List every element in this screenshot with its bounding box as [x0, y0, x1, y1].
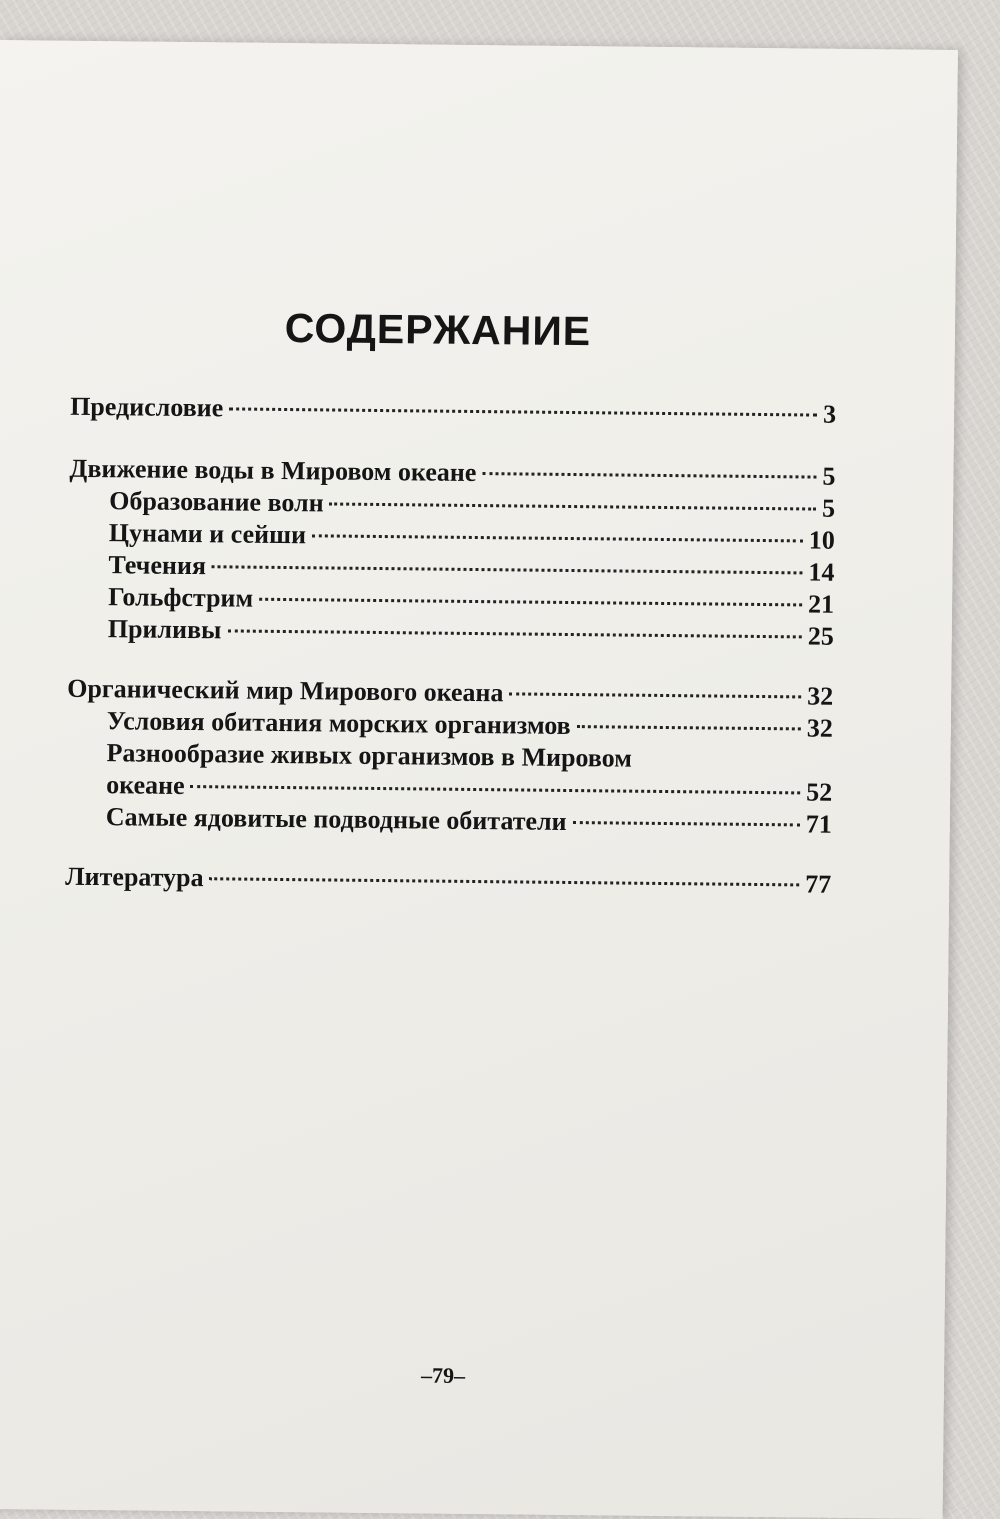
toc-entry-title: Образование волн [109, 486, 324, 518]
toc-entry-title: Гольфстрим [108, 582, 254, 613]
dot-leader [212, 565, 803, 574]
toc-entry-title: Движение воды в Мировом океане [69, 453, 477, 488]
toc-entry-page: 32 [806, 713, 833, 743]
toc-entry-page: 3 [822, 399, 837, 429]
toc-entry-title: Предисловие [70, 391, 224, 423]
toc-entry-page: 5 [821, 493, 836, 523]
toc-entry-page: 14 [808, 557, 835, 587]
toc-entry-page: 52 [806, 777, 833, 807]
toc-entry-page: 71 [805, 809, 832, 839]
dot-leader [210, 877, 800, 886]
toc-entry-page: 21 [807, 589, 835, 619]
dot-leader [509, 692, 801, 698]
dot-leader [191, 785, 801, 794]
toc-entry-title: Органический мир Мирового океана [67, 673, 504, 708]
dot-leader [259, 598, 802, 607]
table-of-contents [65, 391, 836, 901]
dot-leader [482, 472, 816, 478]
toc-entry-page: 10 [808, 525, 835, 555]
page-number: –79– [420, 1362, 466, 1388]
toc-entry-title: Условия обитания морских организмов [106, 706, 571, 741]
toc-entry-literature [65, 861, 831, 901]
book-page [0, 40, 958, 1519]
toc-entry-page: 77 [805, 869, 832, 899]
toc-entry-page: 25 [807, 621, 834, 651]
toc-entry-title: Самые ядовитые подводные обитатели [105, 802, 567, 836]
dot-leader [229, 407, 817, 416]
toc-entry-title: Цунами и сейши [108, 518, 307, 550]
dot-leader [330, 502, 817, 510]
dot-leader [227, 629, 801, 638]
toc-entry-title: Приливы [107, 614, 222, 645]
dot-leader [312, 534, 803, 542]
toc-entry-title-line2: океане [106, 770, 185, 800]
dot-leader [573, 821, 800, 826]
dot-leader [577, 725, 801, 730]
contents-heading: СОДЕРЖАНИЕ [284, 304, 592, 355]
toc-entry-page: 5 [822, 461, 836, 491]
toc-entry-page: 32 [807, 681, 834, 711]
toc-entry-title-line1: Разнообразие живых организмов в Мировом [106, 738, 633, 773]
toc-entry-title: Литература [65, 861, 204, 893]
toc-entry-title: Течения [108, 550, 207, 581]
